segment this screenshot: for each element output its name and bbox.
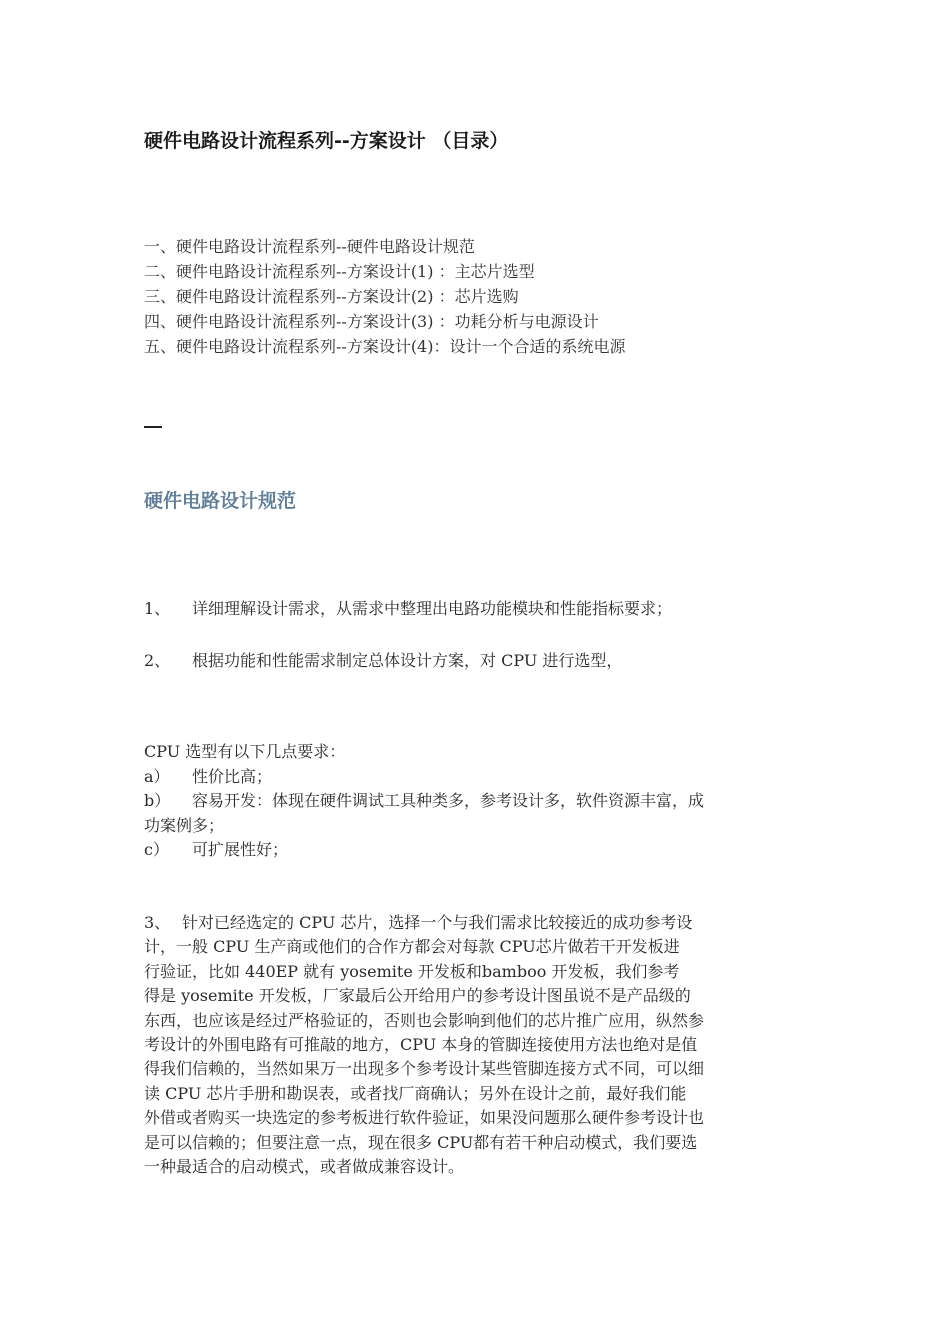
toc-item: 三、硬件电路设计流程系列--方案设计(2) ：芯片选购 (144, 287, 519, 306)
paragraph-line: 外借或者购买一块选定的参考板进行软件验证，如果没问题那么硬件参考设计也 (144, 1108, 705, 1128)
requirement-b-continued: 功案例多； (144, 815, 225, 835)
requirements-intro: CPU 选型有以下几点要求： (144, 742, 346, 761)
requirement-c (144, 838, 809, 863)
toc-item: 四、硬件电路设计流程系列--方案设计(3) ：功耗分析与电源设计 (144, 312, 599, 331)
paragraph-line: 东西，也应该是经过严格验证的，否则也会影响到他们的芯片推广应用，纵然参 (144, 1010, 705, 1030)
item-text: 根据功能和性能需求制定总体设计方案，对 CPU 进行选型， (192, 651, 623, 670)
paragraph-line: 行验证，比如 440EP 就有 yosemite 开发板和bamboo 开发板，我们参考 (144, 961, 680, 981)
paragraph-line: 得是 yosemite 开发板，厂家最后公开给用户的参考设计图虽说不是产品级的 (144, 986, 691, 1006)
requirement-a (144, 765, 809, 790)
requirement-label: c） (144, 840, 169, 859)
paragraph-line: 3、 针对已经选定的 CPU 芯片，选择一个与我们需求比较接近的成功参考设 (144, 911, 809, 935)
paragraph-line: 一种最适合的启动模式，或者做成兼容设计。 (144, 1157, 465, 1177)
item-number: 1、 (144, 599, 171, 618)
requirement-text: 可扩展性好； (192, 840, 289, 859)
item-3-paragraph (144, 911, 809, 1179)
document-title: 硬件电路设计流程系列--方案设计 （目录） (144, 130, 509, 152)
item-number: 2、 (144, 651, 171, 670)
item-number: 3、 (144, 913, 171, 932)
requirement-label: a） (144, 766, 170, 786)
toc-item: 一、硬件电路设计流程系列--硬件电路设计规范 (144, 237, 475, 256)
toc-item: 二、硬件电路设计流程系列--方案设计(1) ：主芯片选型 (144, 262, 535, 281)
toc-item: 五、硬件电路设计流程系列--方案设计(4)：设计一个合适的系统电源 (144, 337, 626, 356)
paragraph-line: 读 CPU 芯片手册和勘误表，或者找厂商确认；另外在设计之前，最好我们能 (144, 1083, 687, 1103)
list-item (144, 648, 809, 671)
list-item (144, 596, 809, 619)
paragraph-line: 考设计的外围电路有可推敲的地方，CPU 本身的管脚连接使用方法也绝对是值 (144, 1035, 698, 1055)
cpu-requirements (144, 740, 809, 863)
requirement-b (144, 789, 809, 814)
requirement-text: 性价比高； (192, 766, 273, 786)
requirement-label: b） (144, 791, 171, 810)
requirement-text: 容易开发：体现在硬件调试工具种类多，参考设计多，软件资源丰富，成 (192, 791, 705, 810)
section-heading: 硬件电路设计规范 (144, 490, 297, 512)
paragraph-line: 计，一般 CPU 生产商或他们的合作方都会对每款 CPU芯片做若干开发板进 (144, 937, 680, 957)
item-text: 详细理解设计需求，从需求中整理出电路功能模块和性能指标要求； (192, 599, 673, 618)
paragraph-line: 是可以信赖的；但要注意一点，现在很多 CPU都有若干种启动模式，我们要选 (144, 1132, 698, 1152)
paragraph-line: 得我们信赖的，当然如果万一出现多个参考设计某些管脚连接方式不同，可以细 (144, 1059, 705, 1079)
section-number (144, 426, 162, 428)
table-of-contents (144, 234, 625, 359)
